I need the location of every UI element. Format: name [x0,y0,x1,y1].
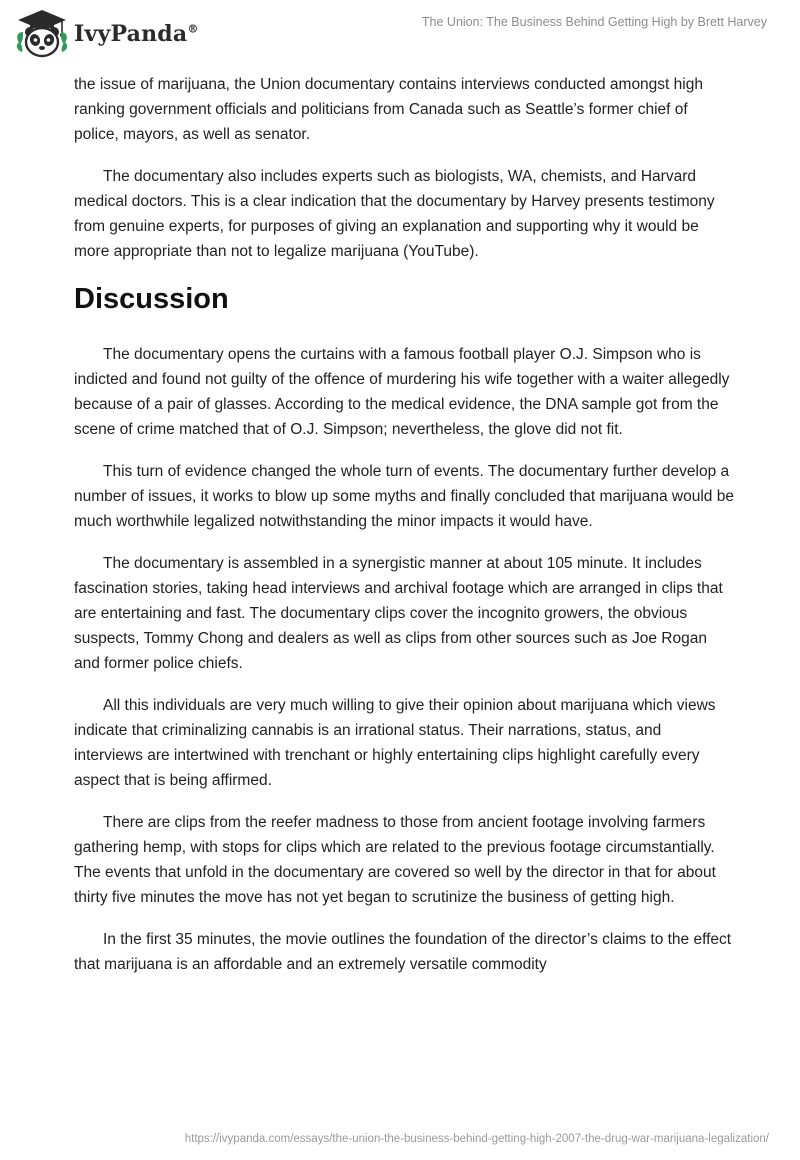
brand-name: IvyPanda [74,21,188,47]
paragraph: All this individuals are very much willing to give their opinion about marijuana which views indicate that criminalizing cannabis is an irrational status. Their narrations, status, and interviews are intertwined with trenchant or highly entertaining clips highlight carefully every aspect that is being affirmed. [74,697,716,789]
page-header [0,0,800,72]
paragraph: In the first 35 minutes, the movie outlines the foundation of the director’s claims to the effect that marijuana is an affordable and an extremely versatile commodity [74,931,732,973]
paragraph: There are clips from the reefer madness to those from ancient footage involving farmers gathering hemp, with stops for clips which are related to the previous footage circumstantially. The events that unfold in the documentary are covered so well by the director in that for about thirty five minutes the move has not yet began to scrutinize the business of getting high. [74,814,716,906]
paragraph: the issue of marijuana, the Union documentary contains interviews conducted amongst high ranking government officials and politicians from Canada such as Seattle’s former chief of police, mayors, as well as senator. [74,76,703,143]
registered-mark: ® [187,22,199,36]
logo-wordmark [74,21,199,47]
paragraph: This turn of evidence changed the whole turn of events. The documentary further develop a number of issues, it works to blow up some myths and finally concluded that marijuana would be much worthwhile legalized notwithstanding the minor impacts it would have. [74,463,734,530]
paragraph: The documentary also includes experts such as biologists, WA, chemists, and Harvard medical doctors. This is a clear indication that the documentary by Harvey presents testimony from genuine experts, for purposes of giving an explanation and supporting why it would be more appropriate than not to legalize marijuana (YouTube). [74,168,715,260]
panda-graduate-icon [14,8,70,60]
ivypanda-logo[interactable] [14,8,199,60]
paragraph: The documentary opens the curtains with a famous football player O.J. Simpson who is indicted and found not guilty of the offence of murdering his wife together with a waiter allegedly because of a pair of glasses. According to the medical evidence, the DNA sample got from the scene of crime matched that of O.J. Simpson; nevertheless, the glove did not fit. [74,346,730,438]
section-heading: Discussion [74,283,229,315]
paragraph: The documentary is assembled in a synergistic manner at about 105 minute. It includes fascination stories, taking head interviews and archival footage which are arranged in clips that are entertaining and fast. The documentary clips cover the incognito growers, the obvious suspects, Tommy Chong and dealers as well as clips from other sources such as Joe Rogan and former police chiefs. [74,555,723,672]
source-url-link[interactable]: https://ivypanda.com/essays/the-union-the-business-behind-getting-high-2007-the-drug-war-marijuana-legalization/ [184,1133,769,1145]
essay-body [74,72,734,994]
document-title: The Union: The Business Behind Getting High by Brett Harvey [421,15,767,29]
